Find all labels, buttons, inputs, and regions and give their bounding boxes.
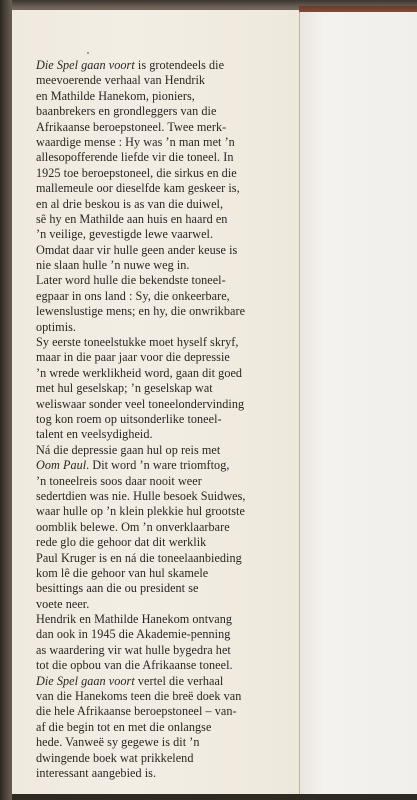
- blurb-line: [36, 104, 298, 119]
- blurb-line: [36, 227, 298, 242]
- blurb-line: [36, 181, 298, 196]
- blurb-text-segment: Sy eerste toneelstukke moet hyself skryf,: [36, 335, 239, 350]
- blurb-text-segment: voete neer.: [36, 596, 90, 611]
- blurb-line: [36, 89, 298, 104]
- blurb-line: [36, 335, 298, 350]
- blurb-line: [36, 120, 298, 135]
- blurb-line: [36, 504, 298, 519]
- blurb-line: [36, 166, 298, 181]
- blurb-line: [36, 58, 298, 73]
- blurb-text-segment: is grotendeels die: [134, 58, 225, 72]
- blurb-text-segment: . Dit word ’n ware triomftog,: [86, 458, 230, 473]
- blurb-text-segment: kom lê die gehoor van hul skamele: [36, 565, 209, 580]
- blurb-text-segment: as waardering vir wat hulle bygedra het: [36, 642, 231, 657]
- paper-speck: [87, 52, 89, 54]
- blurb-text-segment: nie slaan hulle ’n nuwe weg in.: [36, 258, 190, 273]
- blurb-line: [36, 366, 298, 381]
- blurb-text-segment: met hul geselskap; ’n geselskap wat: [36, 381, 213, 396]
- blurb-text-segment: sê hy en Mathilde aan huis en haard en: [36, 211, 228, 226]
- blurb-text-segment: besittings aan die ou president se: [36, 581, 199, 596]
- blurb-line: [36, 720, 298, 735]
- blurb-text-segment: waardige mense : Hy was ’n man met ’n: [36, 134, 235, 149]
- blurb-text-segment: interessant aangebied is.: [36, 765, 157, 780]
- cover-bottom-edge: [12, 794, 417, 800]
- jacket-flap: [299, 12, 417, 794]
- blurb-line: [36, 350, 298, 365]
- blurb-text-segment: waar hulle op ’n klein plekkie hul grootste: [36, 504, 245, 519]
- blurb-line: [36, 766, 298, 781]
- blurb-line: [36, 397, 298, 412]
- blurb-text-segment: lewenslustige mens; en hy, die onwrikbare: [36, 304, 246, 319]
- blurb-text-segment: ’n veilige, gevestigde lewe vaarwel.: [36, 227, 214, 242]
- blurb-line: [36, 320, 298, 335]
- blurb-line: [36, 566, 298, 581]
- book-title-italic: Die Spel gaan voort: [36, 58, 135, 72]
- blurb-text-segment: Omdat daar vir hulle geen ander keuse is: [36, 242, 238, 257]
- blurb-text-segment: Ná die depressie gaan hul op reis met: [36, 442, 221, 457]
- blurb-line: [36, 520, 298, 535]
- blurb-text-segment: meevoerende verhaal van Hendrik: [36, 73, 206, 88]
- blurb-text-segment: Paul Kruger is en ná die toneelaanbieding: [36, 550, 242, 565]
- blurb-line: [36, 381, 298, 396]
- blurb-text: [36, 58, 298, 781]
- blurb-line: [36, 243, 298, 258]
- blurb-text-segment: maar in die paar jaar voor die depressie: [36, 350, 230, 365]
- blurb-line: [36, 412, 298, 427]
- blurb-text-segment: ’n toneelreis soos daar nooit weer: [36, 473, 202, 488]
- blurb-text-segment: optimis.: [36, 319, 77, 334]
- blurb-text-segment: Later word hulle die bekendste toneel-: [36, 273, 226, 288]
- blurb-line: [36, 551, 298, 566]
- blurb-line: [36, 535, 298, 550]
- blurb-text-segment: die hele Afrikaanse beroepstoneel – van-: [36, 704, 237, 719]
- book-spine-edge: [0, 0, 12, 800]
- blurb-line: [36, 704, 298, 719]
- blurb-text-segment: egpaar in ons land : Sy, die onkeerbare,: [36, 288, 230, 303]
- blurb-text-segment: vertel die verhaal: [134, 673, 224, 688]
- blurb-line: [36, 658, 298, 673]
- blurb-line: [36, 689, 298, 704]
- blurb-line: [36, 597, 298, 612]
- blurb-text-segment: talent en veelsydigheid.: [36, 427, 153, 442]
- blurb-line: [36, 581, 298, 596]
- blurb-text-segment: en Mathilde Hanekom, pioniers,: [36, 88, 195, 103]
- blurb-line: [36, 674, 298, 689]
- blurb-text-segment: dwingende boek wat prikkelend: [36, 750, 194, 765]
- blurb-line: [36, 751, 298, 766]
- blurb-line: [36, 489, 298, 504]
- blurb-text-segment: hede. Vanweë sy gegewe is dit ’n: [36, 735, 200, 750]
- blurb-line: [36, 304, 298, 319]
- blurb-line: [36, 197, 298, 212]
- blurb-line: [36, 150, 298, 165]
- blurb-line: [36, 735, 298, 750]
- blurb-text-segment: baanbrekers en grondleggers van die: [36, 104, 217, 119]
- blurb-line: [36, 73, 298, 88]
- blurb-text-segment: tot die opbou van die Afrikaanse toneel.: [36, 658, 233, 673]
- blurb-text-segment: mallemeule oor dieselfde kam geskeer is,: [36, 181, 240, 196]
- blurb-text-segment: Afrikaanse beroepstoneel. Twee merk-: [36, 119, 227, 134]
- book-title-italic: Oom Paul: [36, 458, 87, 473]
- blurb-line: [36, 643, 298, 658]
- blurb-line: [36, 458, 298, 473]
- blurb-text-segment: dan ook in 1945 die Akademie-penning: [36, 627, 231, 642]
- blurb-text-segment: tog kon roem op uitsonderlike toneel-: [36, 411, 222, 426]
- blurb-line: [36, 427, 298, 442]
- book-title-italic: Die Spel gaan voort: [36, 673, 135, 688]
- blurb-text-segment: af die begin tot en met die onlangse: [36, 719, 212, 734]
- blurb-line: [36, 289, 298, 304]
- blurb-line: [36, 627, 298, 642]
- blurb-line: [36, 135, 298, 150]
- blurb-text-segment: weliswaar sonder veel toneelondervinding: [36, 396, 245, 411]
- blurb-text-segment: Hendrik en Mathilde Hanekom ontvang: [36, 612, 233, 627]
- blurb-line: [36, 443, 298, 458]
- blurb-text-segment: van die Hanekoms teen die breë doek van: [36, 689, 242, 704]
- blurb-line: [36, 612, 298, 627]
- blurb-text-segment: sedertdien was nie. Hulle besoek Suidwes,: [36, 488, 246, 503]
- blurb-text-segment: allesopofferende liefde vir die toneel. In: [36, 150, 234, 165]
- blurb-line: [36, 273, 298, 288]
- blurb-line: [36, 474, 298, 489]
- blurb-text-segment: oomblik belewe. Om ’n onverklaarbare: [36, 519, 230, 534]
- blurb-text-segment: ’n wrede werklikheid word, gaan dit goed: [36, 365, 243, 380]
- blurb-text-segment: en al drie beskou is as van die duiwel,: [36, 196, 224, 211]
- blurb-line: [36, 212, 298, 227]
- blurb-text-segment: 1925 toe beroepstoneel, die sirkus en die: [36, 165, 237, 180]
- blurb-text-segment: rede glo die gehoor dat dit werklik: [36, 535, 207, 550]
- blurb-line: [36, 258, 298, 273]
